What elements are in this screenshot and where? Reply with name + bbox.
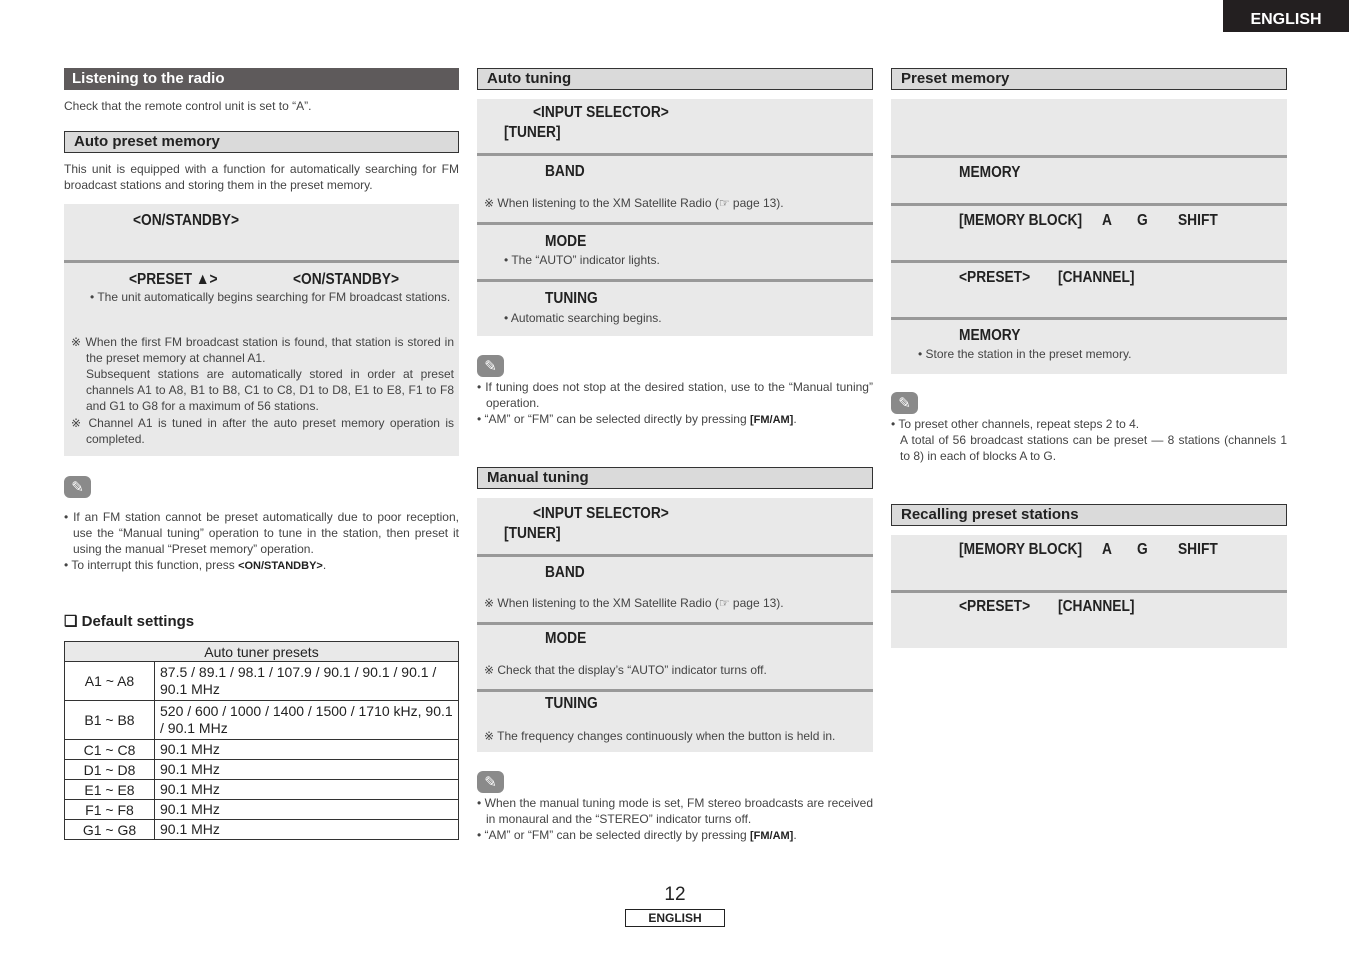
preset-step-4	[891, 260, 1287, 317]
xm-note: ※ When listening to the XM Satellite Radio (☞ page 13).	[484, 596, 784, 610]
preset-step-5	[891, 317, 1287, 374]
on-standby-key-2: <ON/STANDBY>	[293, 271, 400, 288]
default-settings-heading: ❑ Default settings	[64, 613, 195, 630]
footer-language-label: ENGLISH	[625, 909, 725, 927]
remote-note: Check that the remote control unit is set to “A”.	[64, 99, 312, 113]
memory-block-key: [MEMORY BLOCK]	[959, 541, 1083, 558]
block-a-label: A	[1102, 541, 1112, 558]
on-standby-key: <ON/STANDBY>	[133, 212, 240, 229]
section-title-auto-preset: Auto preset memory	[64, 131, 459, 153]
manual-tuning-step-2	[477, 554, 873, 622]
tip-other-channels: • To preset other channels, repeat steps 2 to 4.	[891, 417, 1140, 431]
table-header: Auto tuner presets	[65, 642, 459, 662]
tip-interrupt: • To interrupt this function, press <ON/STANDBY>.	[64, 558, 327, 572]
input-selector-key: <INPUT SELECTOR>	[533, 104, 669, 121]
tip-stereo: • When the manual tuning mode is set, FM stereo broadcasts are received in monaural and the “STEREO” indicator turns off.	[477, 796, 873, 826]
preset-key: <PRESET>	[959, 598, 1031, 615]
auto-preset-note-2: ※ Channel A1 is tuned in after the auto preset memory operation is completed.	[71, 416, 454, 446]
tip-manual-tuning: • If tuning does not stop at the desired station, use to the “Manual tuning” operation.	[477, 380, 873, 410]
recall-step-2	[891, 590, 1287, 648]
tuner-key: [TUNER]	[504, 124, 561, 141]
mode-key: MODE	[545, 630, 587, 647]
section-title-auto-tuning: Auto tuning	[477, 68, 873, 90]
table-row: C1 ~ C8 90.1 MHz	[65, 740, 459, 760]
input-selector-key: <INPUT SELECTOR>	[533, 505, 669, 522]
section-title-preset-memory: Preset memory	[891, 68, 1287, 90]
band-key: BAND	[545, 163, 585, 180]
block-a-label: A	[1102, 212, 1112, 229]
tip-fm-am: • “AM” or “FM” can be selected directly by pressing [FM/AM].	[477, 412, 797, 426]
tuning-key: TUNING	[545, 695, 598, 712]
pencil-note-icon: ✎	[477, 355, 504, 377]
mode-key: MODE	[545, 233, 587, 250]
manual-tuning-step-4	[477, 689, 873, 752]
channel-key: [CHANNEL]	[1058, 598, 1135, 615]
table-row: B1 ~ B8 520 / 600 / 1000 / 1400 / 1500 / 1710 kHz, 90.1 / 90.1 MHz	[65, 701, 459, 740]
column-right	[891, 68, 1287, 648]
auto-preset-description: This unit is equipped with a function for automatically searching for FM broadcast stations and storing them in the preset memory.	[64, 162, 459, 192]
store-station-bullet: • Store the station in the preset memory.	[918, 347, 1132, 361]
recall-step-1	[891, 535, 1287, 590]
tip-56-stations: A total of 56 broadcast stations can be preset — 8 stations (channels 1 to 8) in each of blocks A to G.	[900, 433, 1287, 463]
column-left	[64, 68, 459, 840]
shift-key: SHIFT	[1178, 212, 1218, 229]
pencil-note-icon: ✎	[891, 392, 918, 414]
table-row: E1 ~ E8 90.1 MHz	[65, 780, 459, 800]
step-2-bullet: • The unit automatically begins searching for FM broadcast stations.	[90, 290, 451, 304]
preset-step-3	[891, 203, 1287, 260]
tuner-key: [TUNER]	[504, 525, 561, 542]
preset-up-key: <PRESET ▲>	[129, 271, 218, 288]
held-in-note: ※ The frequency changes continuously when the button is held in.	[484, 729, 836, 743]
tip-fm-am: • “AM” or “FM” can be selected directly by pressing [FM/AM].	[477, 828, 797, 842]
auto-preset-step-2	[64, 260, 459, 456]
auto-preset-step-1	[64, 204, 459, 260]
auto-tuning-step-3	[477, 222, 873, 279]
section-title-recalling: Recalling preset stations	[891, 504, 1287, 526]
memory-block-key: [MEMORY BLOCK]	[959, 212, 1083, 229]
memory-key: MEMORY	[959, 164, 1021, 181]
auto-off-note: ※ Check that the display’s “AUTO” indicator turns off.	[484, 663, 767, 677]
table-row: D1 ~ D8 90.1 MHz	[65, 760, 459, 780]
memory-key: MEMORY	[959, 327, 1021, 344]
pencil-note-icon: ✎	[477, 771, 504, 793]
pencil-note-icon: ✎	[64, 476, 91, 498]
auto-tuning-step-2	[477, 153, 873, 222]
shift-key: SHIFT	[1178, 541, 1218, 558]
preset-key: <PRESET>	[959, 269, 1031, 286]
auto-tuner-presets-table	[64, 641, 459, 840]
section-title-listening: Listening to the radio	[64, 68, 459, 90]
auto-tuning-step-1	[477, 99, 873, 153]
block-g-label: G	[1137, 212, 1148, 229]
xm-note: ※ When listening to the XM Satellite Radio (☞ page 13).	[484, 196, 784, 210]
block-g-label: G	[1137, 541, 1148, 558]
auto-tuning-step-4	[477, 279, 873, 336]
tuning-key: TUNING	[545, 290, 598, 307]
channel-key: [CHANNEL]	[1058, 269, 1135, 286]
auto-preset-note-1: ※ When the first FM broadcast station is found, that station is stored in the preset memory at channel A1.	[71, 335, 454, 365]
table-row: G1 ~ G8 90.1 MHz	[65, 820, 459, 840]
table-row: A1 ~ A8 87.5 / 89.1 / 98.1 / 107.9 / 90.1 / 90.1 / 90.1 / 90.1 MHz	[65, 662, 459, 701]
auto-preset-note-1-cont: Subsequent stations are automatically stored in order at preset channels A1 to A8, B1 to B8, C1 to C8, D1 to D8, E1 to E8, F1 to F8 and G1 to G8 for a maximum of 56 stations.	[86, 367, 454, 413]
auto-search-bullet: • Automatic searching begins.	[504, 311, 662, 325]
section-title-manual-tuning: Manual tuning	[477, 467, 873, 489]
preset-step-1	[891, 99, 1287, 155]
auto-indicator-bullet: • The “AUTO” indicator lights.	[504, 253, 660, 267]
tip-manual-preset: • If an FM station cannot be preset automatically due to poor reception, use the “Manual tuning” operation to tune in the station, then preset it using the manual “Preset memory” operation.	[64, 510, 459, 556]
manual-tuning-step-1	[477, 498, 873, 554]
column-middle	[477, 68, 873, 844]
band-key: BAND	[545, 564, 585, 581]
page-number: 12	[664, 884, 686, 905]
language-tab: ENGLISH	[1223, 0, 1349, 32]
table-row: F1 ~ F8 90.1 MHz	[65, 800, 459, 820]
manual-tuning-step-3	[477, 622, 873, 689]
preset-step-2	[891, 155, 1287, 203]
